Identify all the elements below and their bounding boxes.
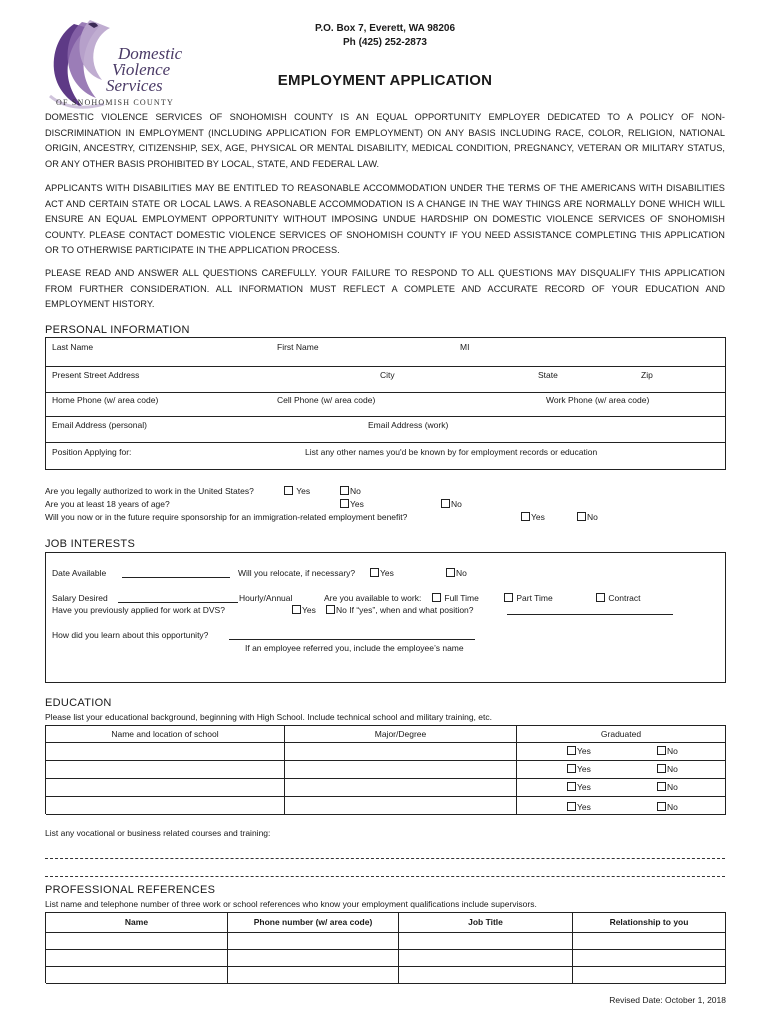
eligibility-q3-yes[interactable] [521, 512, 545, 523]
education-heading: EDUCATION [45, 697, 112, 709]
checkbox-icon [326, 605, 335, 614]
ref-relationship-cell[interactable] [573, 967, 726, 984]
eligibility-q2-no[interactable] [441, 499, 462, 510]
checkbox-icon [567, 764, 576, 773]
logo-line-2: Violence [112, 60, 171, 79]
if-yes-label: If “yes”, when and what position? [349, 605, 474, 615]
logo-line-3: Services [106, 76, 163, 95]
eligibility-q2-yes[interactable] [340, 499, 364, 510]
part-time-label: Part Time [516, 593, 553, 603]
first-name-field[interactable]: First Name [277, 342, 319, 352]
courses-label: List any vocational or business related courses and training: [45, 828, 271, 838]
checkbox-icon [521, 512, 530, 521]
checkbox-icon [432, 593, 441, 602]
relocate-label: Will you relocate, if necessary? [238, 568, 356, 578]
hourly-annual-label: Hourly/Annual [239, 593, 293, 603]
checkbox-icon [441, 499, 450, 508]
yes-label: Yes [531, 512, 545, 522]
eligibility-q1: Are you legally authorized to work in the United States? [45, 486, 254, 496]
ref-relationship-cell[interactable] [573, 950, 726, 967]
col-graduated-header: Graduated [517, 726, 726, 743]
col-name-header: Name [46, 913, 228, 933]
instructions-statement: PLEASE READ AND ANSWER ALL QUESTIONS CAREFULLY. YOUR FAILURE TO RESPOND TO ALL QUESTIONS MAY DISQUALIFY THIS APPLICATION FROM FURTHER CONSIDERATION. ALL INFORMATION MUST REFLECT A COMPLETE AND ACCURATE RECORD OF YOUR EDUCATION AND EMPLOYMENT HISTORY. [45, 268, 725, 310]
no-label: No [667, 802, 678, 812]
cell-phone-field[interactable]: Cell Phone (w/ area code) [277, 395, 376, 405]
checkbox-icon [596, 593, 605, 602]
checkbox-icon [504, 593, 513, 602]
ref-name-cell[interactable] [46, 967, 228, 984]
no-label: No [667, 764, 678, 774]
checkbox-icon [370, 568, 379, 577]
checkbox-icon [567, 802, 576, 811]
salary-field[interactable] [118, 593, 238, 603]
no-label: No [451, 499, 462, 509]
ref-relationship-cell[interactable] [573, 933, 726, 950]
full-time-option[interactable] [432, 593, 479, 604]
col-school-header: Name and location of school [46, 726, 285, 743]
courses-line-2[interactable] [45, 876, 725, 877]
checkbox-icon [446, 568, 455, 577]
full-time-label: Full Time [444, 593, 479, 603]
yes-label: Yes [577, 802, 591, 812]
previously-applied-yes[interactable] [292, 605, 316, 616]
contract-label: Contract [608, 593, 641, 603]
contract-option[interactable] [596, 593, 641, 604]
yes-label: Yes [350, 499, 364, 509]
major-cell[interactable] [285, 761, 517, 779]
relocate-no[interactable] [446, 568, 467, 579]
references-heading: PROFESSIONAL REFERENCES [45, 884, 216, 896]
eligibility-q2: Are you at least 18 years of age? [45, 499, 170, 509]
no-label: No [336, 605, 347, 615]
logo-text [92, 46, 202, 94]
accommodation-statement: APPLICANTS WITH DISABILITIES MAY BE ENTITLED TO REASONABLE ACCOMMODATION UNDER THE TERMS OF THE AMERICANS WITH DISABILITIES ACT AND CERTAIN STATE OR LOCAL LAWS. A REASONABLE ACCOMMODATION IS A CHANGE IN THE WAY THINGS ARE NORMALLY DONE WHICH WILL ENSURE AN EQUAL EMPLOYMENT OPPORTUNITY WITHOUT IMPOSING UNDUE HARDSHIP ON DOMESTIC VIOLENCE SERVICES OF SNOHOMISH COUNTY. PLEASE CONTACT DOMESTIC VIOLENCE SERVICES OF SNOHOMISH COUNTY IF YOU NEED ASSISTANCE COMPLETING THIS APPLICATION OR TO OTHERWISE PARTICIPATE IN THE APPLICATION PROCESS. [45, 183, 725, 256]
salary-label: Salary Desired [52, 593, 108, 603]
email-personal-field[interactable]: Email Address (personal) [52, 420, 147, 430]
checkbox-icon [284, 486, 293, 495]
references-table [45, 912, 726, 983]
yes-label: Yes [577, 746, 591, 756]
no-label: No [667, 746, 678, 756]
graduated-no[interactable] [657, 764, 678, 775]
graduated-yes[interactable] [567, 764, 591, 775]
col-relationship-header: Relationship to you [573, 913, 726, 933]
major-cell[interactable] [285, 779, 517, 797]
job-interests-heading: JOB INTERESTS [45, 538, 136, 550]
eligibility-q1-yes[interactable] [284, 486, 310, 497]
graduated-no[interactable] [657, 782, 678, 793]
home-phone-field[interactable]: Home Phone (w/ area code) [52, 395, 159, 405]
no-label: No [587, 512, 598, 522]
col-major-header: Major/Degree [285, 726, 517, 743]
date-available-label: Date Available [52, 568, 107, 578]
eligibility-q3-no[interactable] [577, 512, 598, 523]
personal-info-heading: PERSONAL INFORMATION [45, 324, 190, 336]
revised-date: Revised Date: October 1, 2018 [609, 995, 726, 1005]
date-available-field[interactable] [122, 568, 230, 578]
graduated-cell[interactable] [517, 743, 726, 761]
checkbox-icon [340, 499, 349, 508]
eligibility-q3: Will you now or in the future require sponsorship for an immigration-related employment benefit? [45, 512, 408, 522]
graduated-cell[interactable] [517, 779, 726, 797]
zip-field[interactable]: Zip [641, 370, 653, 380]
col-phone-header: Phone number (w/ area code) [228, 913, 399, 933]
ref-name-cell[interactable] [46, 950, 228, 967]
last-name-field[interactable]: Last Name [52, 342, 94, 352]
job-interests-box [45, 552, 726, 683]
referred-label: If an employee referred you, include the employee’s name [245, 643, 464, 653]
major-cell[interactable] [285, 797, 517, 815]
no-label: No [456, 568, 467, 578]
previously-applied-label: Have you previously applied for work at DVS? [52, 605, 225, 615]
part-time-option[interactable] [504, 593, 553, 604]
relocate-yes[interactable] [370, 568, 394, 579]
checkbox-icon [292, 605, 301, 614]
graduated-cell[interactable] [517, 797, 726, 815]
ref-phone-cell[interactable] [228, 967, 399, 984]
ref-title-cell[interactable] [399, 967, 573, 984]
checkbox-icon [657, 782, 666, 791]
references-instructions: List name and telephone number of three work or school references who know your employment qualifications include supervisors. [45, 899, 537, 909]
ref-title-cell[interactable] [399, 933, 573, 950]
street-address-field[interactable]: Present Street Address [52, 370, 140, 380]
ref-title-cell[interactable] [399, 950, 573, 967]
no-label: No [667, 782, 678, 792]
education-instructions: Please list your educational background, beginning with High School. Include technical school and military training, etc. [45, 712, 492, 722]
learn-label: How did you learn about this opportunity? [52, 630, 209, 640]
ref-name-cell[interactable] [46, 933, 228, 950]
mi-field[interactable]: MI [460, 342, 470, 352]
email-work-field[interactable]: Email Address (work) [368, 420, 449, 430]
available-to-work-label: Are you available to work: [324, 593, 422, 603]
eligibility-q1-no[interactable] [340, 486, 361, 497]
school-cell[interactable] [46, 761, 285, 779]
major-cell[interactable] [285, 743, 517, 761]
graduated-no[interactable] [657, 802, 678, 813]
position-field[interactable]: Position Applying for: [52, 447, 132, 457]
school-cell[interactable] [46, 797, 285, 815]
graduated-no[interactable] [657, 746, 678, 757]
school-cell[interactable] [46, 743, 285, 761]
learn-field[interactable] [229, 630, 475, 640]
checkbox-icon [657, 764, 666, 773]
graduated-yes[interactable] [567, 802, 591, 813]
org-address: P.O. Box 7, Everett, WA 98206 [314, 23, 456, 34]
personal-info-table [45, 337, 726, 470]
ref-phone-cell[interactable] [228, 933, 399, 950]
logo-subtitle: OF SNOHOMISH COUNTY [56, 98, 174, 107]
yes-label: Yes [577, 782, 591, 792]
yes-label: Yes [296, 486, 311, 496]
org-phone: Ph (425) 252-2873 [343, 37, 427, 48]
yes-label: Yes [380, 568, 394, 578]
graduated-cell[interactable] [517, 761, 726, 779]
no-label: No [350, 486, 361, 496]
graduated-yes[interactable] [567, 746, 591, 757]
checkbox-icon [340, 486, 349, 495]
yes-label: Yes [302, 605, 316, 615]
other-names-field[interactable]: List any other names you'd be known by for employment records or education [305, 447, 598, 457]
org-logo [44, 18, 194, 110]
checkbox-icon [567, 782, 576, 791]
checkbox-icon [657, 802, 666, 811]
checkbox-icon [657, 746, 666, 755]
state-field[interactable]: State [538, 370, 558, 380]
ref-phone-cell[interactable] [228, 950, 399, 967]
graduated-yes[interactable] [567, 782, 591, 793]
checkbox-icon [567, 746, 576, 755]
education-table [45, 725, 726, 814]
courses-line-1[interactable] [45, 858, 725, 859]
previously-applied-no[interactable] [326, 605, 474, 616]
col-title-header: Job Title [399, 913, 573, 933]
eeo-statement: DOMESTIC VIOLENCE SERVICES OF SNOHOMISH COUNTY IS AN EQUAL OPPORTUNITY EMPLOYER DEDICATED TO A POLICY OF NON-DISCRIMINATION IN EMPLOYMENT (INCLUDING APPLICATION FOR EMPLOYMENT) ON ANY BASIS INCLUDING RACE, COLOR, RELIGION, NATIONAL ORIGIN, ANCESTRY, CITIZENSHIP, SEX, AGE, PHYSICAL OR MENTAL DISABILITY, MEDICAL CONDITION, PREGNANCY, VETERAN OR MILITARY STATUS, OR ANY OTHER BASIS PROHIBITED BY LOCAL, STATE, AND FEDERAL LAW. [45, 112, 725, 169]
city-field[interactable]: City [380, 370, 395, 380]
yes-label: Yes [577, 764, 591, 774]
logo-line-1: Domestic [118, 44, 183, 63]
previous-position-field[interactable] [507, 605, 673, 615]
checkbox-icon [577, 512, 586, 521]
school-cell[interactable] [46, 779, 285, 797]
page-title: EMPLOYMENT APPLICATION [277, 72, 493, 89]
work-phone-field[interactable]: Work Phone (w/ area code) [546, 395, 650, 405]
